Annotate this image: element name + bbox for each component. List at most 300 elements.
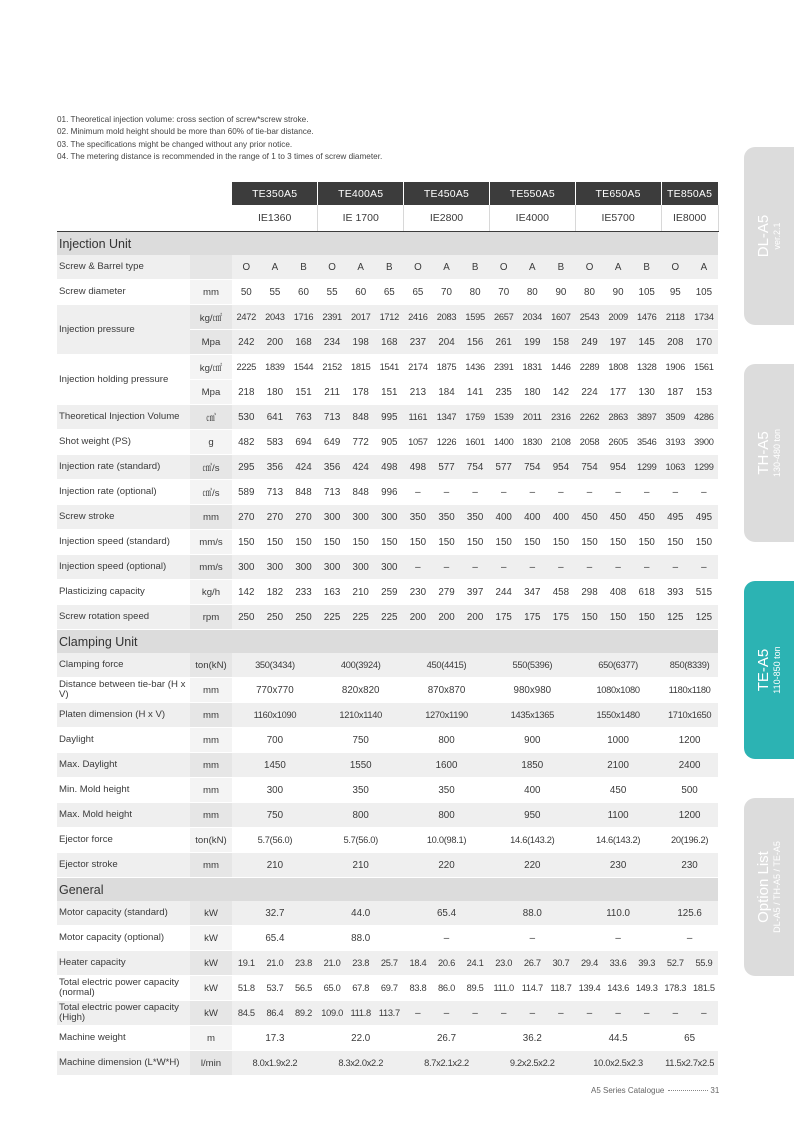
cell-value: 1550x1480 xyxy=(575,703,661,728)
row-unit: Mpa xyxy=(190,330,232,355)
cell-value: 21.0 xyxy=(318,951,347,976)
cell-value: 350 xyxy=(404,505,433,530)
cell-value: 8.7x2.1x2.2 xyxy=(404,1051,490,1076)
cell-value: – xyxy=(690,1001,719,1026)
cell-value: 230 xyxy=(404,580,433,605)
cell-value: – xyxy=(404,926,490,951)
screw-type: A xyxy=(690,255,719,280)
cell-value: 300 xyxy=(346,505,375,530)
cell-value: 500 xyxy=(661,778,718,803)
cell-value: 200 xyxy=(404,605,433,630)
cell-value: 295 xyxy=(232,455,261,480)
table-row xyxy=(57,505,718,530)
row-unit: l/min xyxy=(190,1051,232,1076)
cell-value: – xyxy=(632,555,661,580)
side-tab-2[interactable] xyxy=(744,364,794,542)
row-label: Screw diameter xyxy=(57,280,190,305)
cell-value: 1450 xyxy=(232,753,318,778)
cell-value: 2083 xyxy=(432,305,461,330)
cell-value: 21.0 xyxy=(261,951,290,976)
row-label: Total electric power capacity (High) xyxy=(57,1001,190,1026)
cell-value: – xyxy=(547,1001,576,1026)
cell-value: 44.5 xyxy=(575,1026,661,1051)
cell-value: 2100 xyxy=(575,753,661,778)
controller-name: IE 1700 xyxy=(318,205,404,232)
cell-value: 1541 xyxy=(375,355,404,380)
cell-value: 14.6(143.2) xyxy=(489,828,575,853)
cell-value: 1200 xyxy=(661,803,718,828)
cell-value: 65 xyxy=(661,1026,718,1051)
table-row xyxy=(57,853,718,878)
cell-value: 694 xyxy=(289,430,318,455)
cell-value: 242 xyxy=(232,330,261,355)
cell-value: 2108 xyxy=(547,430,576,455)
cell-value: 150 xyxy=(632,530,661,555)
table-row xyxy=(57,430,718,455)
note-4: 04. The metering distance is recommended in the range of 1 to 3 times of screw diameter. xyxy=(57,152,383,162)
cell-value: 1759 xyxy=(461,405,490,430)
cell-value: 150 xyxy=(404,530,433,555)
model-name: TE550A5 xyxy=(489,182,575,205)
cell-value: – xyxy=(461,1001,490,1026)
table-row xyxy=(57,1051,718,1076)
cell-value: 60 xyxy=(346,280,375,305)
cell-value: 1831 xyxy=(518,355,547,380)
screw-type: O xyxy=(661,255,690,280)
cell-value: 754 xyxy=(518,455,547,480)
cell-value: 450(4415) xyxy=(404,653,490,678)
screw-type: O xyxy=(575,255,604,280)
row-label: Plasticizing capacity xyxy=(57,580,190,605)
cell-value: 350 xyxy=(461,505,490,530)
cell-value: 53.7 xyxy=(261,976,290,1001)
cell-value: – xyxy=(604,480,633,505)
cell-value: 86.4 xyxy=(261,1001,290,1026)
cell-value: 2472 xyxy=(232,305,261,330)
cell-value: 3546 xyxy=(632,430,661,455)
cell-value: 1875 xyxy=(432,355,461,380)
cell-value: 153 xyxy=(690,380,719,405)
cell-value: 1057 xyxy=(404,430,433,455)
row-label: Distance between tie-bar (H x V) xyxy=(57,678,190,703)
row-label: Motor capacity (optional) xyxy=(57,926,190,951)
screw-type: B xyxy=(461,255,490,280)
cell-value: 498 xyxy=(404,455,433,480)
cell-value: 83.8 xyxy=(404,976,433,1001)
cell-value: 713 xyxy=(318,480,347,505)
cell-value: 95 xyxy=(661,280,690,305)
cell-value: 88.0 xyxy=(489,901,575,926)
cell-value: 1000 xyxy=(575,728,661,753)
row-label: Machine weight xyxy=(57,1026,190,1051)
cell-value: 125.6 xyxy=(661,901,718,926)
cell-value: 158 xyxy=(547,330,576,355)
screw-type: A xyxy=(432,255,461,280)
cell-value: 65.4 xyxy=(404,901,490,926)
cell-value: 230 xyxy=(575,853,661,878)
cell-value: 150 xyxy=(661,530,690,555)
cell-value: 270 xyxy=(289,505,318,530)
cell-value: 1710x1650 xyxy=(661,703,718,728)
cell-value: 750 xyxy=(318,728,404,753)
cell-value: 750 xyxy=(232,803,318,828)
side-tab-subtitle: DL-A5 / TH-A5 / TE-A5 xyxy=(772,841,782,933)
footer-text: A5 Series Catalogue xyxy=(591,1086,665,1095)
row-label: Heater capacity xyxy=(57,951,190,976)
table-row xyxy=(57,976,718,1001)
cell-value: 400 xyxy=(489,778,575,803)
cell-value: 2225 xyxy=(232,355,261,380)
side-tab-1[interactable] xyxy=(744,147,794,325)
cell-value: 168 xyxy=(375,330,404,355)
cell-value: 220 xyxy=(489,853,575,878)
cell-value: 350 xyxy=(404,778,490,803)
cell-value: 900 xyxy=(489,728,575,753)
cell-value: 2289 xyxy=(575,355,604,380)
cell-value: 208 xyxy=(661,330,690,355)
cell-value: 800 xyxy=(404,803,490,828)
cell-value: 125 xyxy=(690,605,719,630)
cell-value: – xyxy=(404,1001,433,1026)
cell-value: 1716 xyxy=(289,305,318,330)
cell-value: – xyxy=(432,480,461,505)
header-blank xyxy=(57,205,232,232)
cell-value: 754 xyxy=(575,455,604,480)
cell-value: 20.6 xyxy=(432,951,461,976)
screw-type: B xyxy=(547,255,576,280)
notes-list xyxy=(57,114,382,164)
cell-value: 225 xyxy=(318,605,347,630)
cell-value: 11.5x2.7x2.5 xyxy=(661,1051,718,1076)
cell-value: 225 xyxy=(375,605,404,630)
cell-value: – xyxy=(432,555,461,580)
side-tab-subtitle: ver.2.1 xyxy=(772,222,782,250)
row-unit: kW xyxy=(190,1001,232,1026)
row-unit: mm xyxy=(190,778,232,803)
cell-value: 105 xyxy=(690,280,719,305)
row-label: Screw & Barrel type xyxy=(57,255,190,280)
table-row xyxy=(57,703,718,728)
cell-value: – xyxy=(575,926,661,951)
cell-value: 200 xyxy=(461,605,490,630)
cell-value: 156 xyxy=(461,330,490,355)
cell-value: 820x820 xyxy=(318,678,404,703)
cell-value: 150 xyxy=(575,530,604,555)
table-row xyxy=(57,405,718,430)
row-unit: m xyxy=(190,1026,232,1051)
cell-value: – xyxy=(489,926,575,951)
cell-value: 142 xyxy=(232,580,261,605)
cell-value: – xyxy=(404,480,433,505)
cell-value: 150 xyxy=(604,605,633,630)
controller-name: IE5700 xyxy=(575,205,661,232)
cell-value: 8.3x2.0x2.2 xyxy=(318,1051,404,1076)
row-unit: rpm xyxy=(190,605,232,630)
cell-value: – xyxy=(461,555,490,580)
cell-value: 204 xyxy=(432,330,461,355)
row-label: Machine dimension (L*W*H) xyxy=(57,1051,190,1076)
side-tab-subtitle: 110-850 ton xyxy=(772,646,782,694)
cell-value: 150 xyxy=(632,605,661,630)
cell-value: 261 xyxy=(489,330,518,355)
cell-value: 23.8 xyxy=(289,951,318,976)
cell-value: 848 xyxy=(346,480,375,505)
cell-value: 56.5 xyxy=(289,976,318,1001)
cell-value: 84.5 xyxy=(232,1001,261,1026)
controller-header-row xyxy=(57,205,718,232)
side-tab-3[interactable] xyxy=(744,581,794,759)
cell-value: 300 xyxy=(232,778,318,803)
cell-value: 1906 xyxy=(661,355,690,380)
row-unit: mm xyxy=(190,803,232,828)
cell-value: 150 xyxy=(489,530,518,555)
cell-value: – xyxy=(632,1001,661,1026)
row-unit: mm xyxy=(190,280,232,305)
table-row xyxy=(57,555,718,580)
cell-value: 950 xyxy=(489,803,575,828)
cell-value: 150 xyxy=(261,530,290,555)
row-label: Injection speed (optional) xyxy=(57,555,190,580)
cell-value: 259 xyxy=(375,580,404,605)
cell-value: – xyxy=(661,926,718,951)
cell-value: 577 xyxy=(432,455,461,480)
cell-value: 70 xyxy=(489,280,518,305)
cell-value: 30.7 xyxy=(547,951,576,976)
cell-value: 1328 xyxy=(632,355,661,380)
cell-value: 1830 xyxy=(518,430,547,455)
cell-value: 1734 xyxy=(690,305,719,330)
cell-value: 80 xyxy=(461,280,490,305)
cell-value: 954 xyxy=(604,455,633,480)
model-name: TE400A5 xyxy=(318,182,404,205)
cell-value: 230 xyxy=(661,853,718,878)
cell-value: 515 xyxy=(690,580,719,605)
cell-value: 10.0x2.5x2.3 xyxy=(575,1051,661,1076)
cell-value: 1446 xyxy=(547,355,576,380)
cell-value: 187 xyxy=(661,380,690,405)
note-1: 01. Theoretical injection volume: cross section of screw*screw stroke. xyxy=(57,115,309,124)
screw-type: A xyxy=(518,255,547,280)
cell-value: 1400 xyxy=(489,430,518,455)
controller-name: IE8000 xyxy=(661,205,718,232)
row-label: Max. Daylight xyxy=(57,753,190,778)
cell-value: 142 xyxy=(547,380,576,405)
cell-value: 139.4 xyxy=(575,976,604,1001)
row-label: Clamping force xyxy=(57,653,190,678)
cell-value: 2262 xyxy=(575,405,604,430)
cell-value: 1180x1180 xyxy=(661,678,718,703)
cell-value: 150 xyxy=(375,530,404,555)
cell-value: 8.0x1.9x2.2 xyxy=(232,1051,318,1076)
cell-value: 270 xyxy=(261,505,290,530)
cell-value: 1100 xyxy=(575,803,661,828)
cell-value: 1712 xyxy=(375,305,404,330)
table-row xyxy=(57,901,718,926)
cell-value: 300 xyxy=(261,555,290,580)
cell-value: – xyxy=(518,555,547,580)
cell-value: 33.6 xyxy=(604,951,633,976)
cell-value: 589 xyxy=(232,480,261,505)
cell-value: 175 xyxy=(518,605,547,630)
row-unit: kW xyxy=(190,951,232,976)
cell-value: 65 xyxy=(375,280,404,305)
cell-value: 60 xyxy=(289,280,318,305)
cell-value: 2416 xyxy=(404,305,433,330)
cell-value: 149.3 xyxy=(632,976,661,1001)
cell-value: 150 xyxy=(575,605,604,630)
cell-value: 2034 xyxy=(518,305,547,330)
cell-value: 713 xyxy=(261,480,290,505)
cell-value: 150 xyxy=(690,530,719,555)
cell-value: 298 xyxy=(575,580,604,605)
spec-table xyxy=(57,182,719,1076)
cell-value: 2391 xyxy=(318,305,347,330)
row-label: Ejector stroke xyxy=(57,853,190,878)
cell-value: 234 xyxy=(318,330,347,355)
cell-value: 114.7 xyxy=(518,976,547,1001)
cell-value: 300 xyxy=(375,555,404,580)
cell-value: 3897 xyxy=(632,405,661,430)
cell-value: 1299 xyxy=(690,455,719,480)
cell-value: 200 xyxy=(261,330,290,355)
screw-type: O xyxy=(318,255,347,280)
cell-value: 400(3924) xyxy=(318,653,404,678)
cell-value: 141 xyxy=(461,380,490,405)
cell-value: – xyxy=(690,480,719,505)
cell-value: 279 xyxy=(432,580,461,605)
row-label: Daylight xyxy=(57,728,190,753)
cell-value: 1839 xyxy=(261,355,290,380)
cell-value: 300 xyxy=(289,555,318,580)
footer-divider xyxy=(668,1090,708,1091)
row-unit: kg/㎠ xyxy=(190,305,232,330)
cell-value: 55 xyxy=(318,280,347,305)
cell-value: 1476 xyxy=(632,305,661,330)
cell-value: 89.5 xyxy=(461,976,490,1001)
cell-value: 249 xyxy=(575,330,604,355)
cell-value: 300 xyxy=(318,505,347,530)
row-unit: ton(kN) xyxy=(190,828,232,853)
cell-value: – xyxy=(489,555,518,580)
controller-name: IE1360 xyxy=(232,205,318,232)
cell-value: 52.7 xyxy=(661,951,690,976)
cell-value: 2011 xyxy=(518,405,547,430)
cell-value: 400 xyxy=(547,505,576,530)
table-row xyxy=(57,728,718,753)
section-title: Injection Unit xyxy=(57,232,718,256)
cell-value: 224 xyxy=(575,380,604,405)
cell-value: 350 xyxy=(318,778,404,803)
controller-name: IE2800 xyxy=(404,205,490,232)
cell-value: 458 xyxy=(547,580,576,605)
cell-value: 197 xyxy=(604,330,633,355)
row-unit: mm xyxy=(190,678,232,703)
row-unit: mm xyxy=(190,853,232,878)
cell-value: 80 xyxy=(575,280,604,305)
cell-value: 1607 xyxy=(547,305,576,330)
cell-value: 450 xyxy=(575,778,661,803)
row-unit: ㎤ xyxy=(190,405,232,430)
row-unit: Mpa xyxy=(190,380,232,405)
table-row xyxy=(57,280,718,305)
cell-value: 2118 xyxy=(661,305,690,330)
cell-value: 393 xyxy=(661,580,690,605)
cell-value: 69.7 xyxy=(375,976,404,1001)
side-tab-4[interactable] xyxy=(744,798,794,976)
screw-type: O xyxy=(232,255,261,280)
cell-value: 450 xyxy=(632,505,661,530)
cell-value: 39.3 xyxy=(632,951,661,976)
cell-value: 111.8 xyxy=(346,1001,375,1026)
cell-value: 754 xyxy=(461,455,490,480)
table-row xyxy=(57,530,718,555)
row-label: Screw stroke xyxy=(57,505,190,530)
table-row xyxy=(57,455,718,480)
cell-value: 90 xyxy=(547,280,576,305)
cell-value: 225 xyxy=(346,605,375,630)
cell-value: 182 xyxy=(261,580,290,605)
cell-value: 163 xyxy=(318,580,347,605)
table-row xyxy=(57,653,718,678)
cell-value: 26.7 xyxy=(518,951,547,976)
cell-value: 145 xyxy=(632,330,661,355)
table-row xyxy=(57,926,718,951)
cell-value: 954 xyxy=(547,455,576,480)
cell-value: 1080x1080 xyxy=(575,678,661,703)
cell-value: 1347 xyxy=(432,405,461,430)
cell-value: 1270x1190 xyxy=(404,703,490,728)
cell-value: 180 xyxy=(261,380,290,405)
row-unit: kW xyxy=(190,926,232,951)
cell-value: 2174 xyxy=(404,355,433,380)
section-title: Clamping Unit xyxy=(57,630,718,654)
side-tabs xyxy=(744,0,794,1123)
cell-value: 250 xyxy=(261,605,290,630)
cell-value: – xyxy=(632,480,661,505)
cell-value: 250 xyxy=(289,605,318,630)
section-header xyxy=(57,878,718,902)
cell-value: 150 xyxy=(604,530,633,555)
cell-value: 300 xyxy=(232,555,261,580)
cell-value: 2058 xyxy=(575,430,604,455)
cell-value: 498 xyxy=(375,455,404,480)
cell-value: 55.9 xyxy=(690,951,719,976)
cell-value: 9.2x2.5x2.2 xyxy=(489,1051,575,1076)
cell-value: 250 xyxy=(232,605,261,630)
cell-value: – xyxy=(432,1001,461,1026)
cell-value: – xyxy=(661,480,690,505)
row-unit: mm/s xyxy=(190,530,232,555)
cell-value: 109.0 xyxy=(318,1001,347,1026)
cell-value: 184 xyxy=(432,380,461,405)
cell-value: 210 xyxy=(318,853,404,878)
cell-value: 1200 xyxy=(661,728,718,753)
cell-value: 870x870 xyxy=(404,678,490,703)
controller-name: IE4000 xyxy=(489,205,575,232)
table-row xyxy=(57,355,718,380)
cell-value: 199 xyxy=(518,330,547,355)
cell-value: 80 xyxy=(518,280,547,305)
page-footer xyxy=(591,1086,719,1095)
cell-value: 2543 xyxy=(575,305,604,330)
cell-value: 641 xyxy=(261,405,290,430)
row-unit xyxy=(190,255,232,280)
cell-value: 143.6 xyxy=(604,976,633,1001)
cell-value: 175 xyxy=(489,605,518,630)
cell-value: 178.3 xyxy=(661,976,690,1001)
screw-type: B xyxy=(289,255,318,280)
cell-value: 996 xyxy=(375,480,404,505)
